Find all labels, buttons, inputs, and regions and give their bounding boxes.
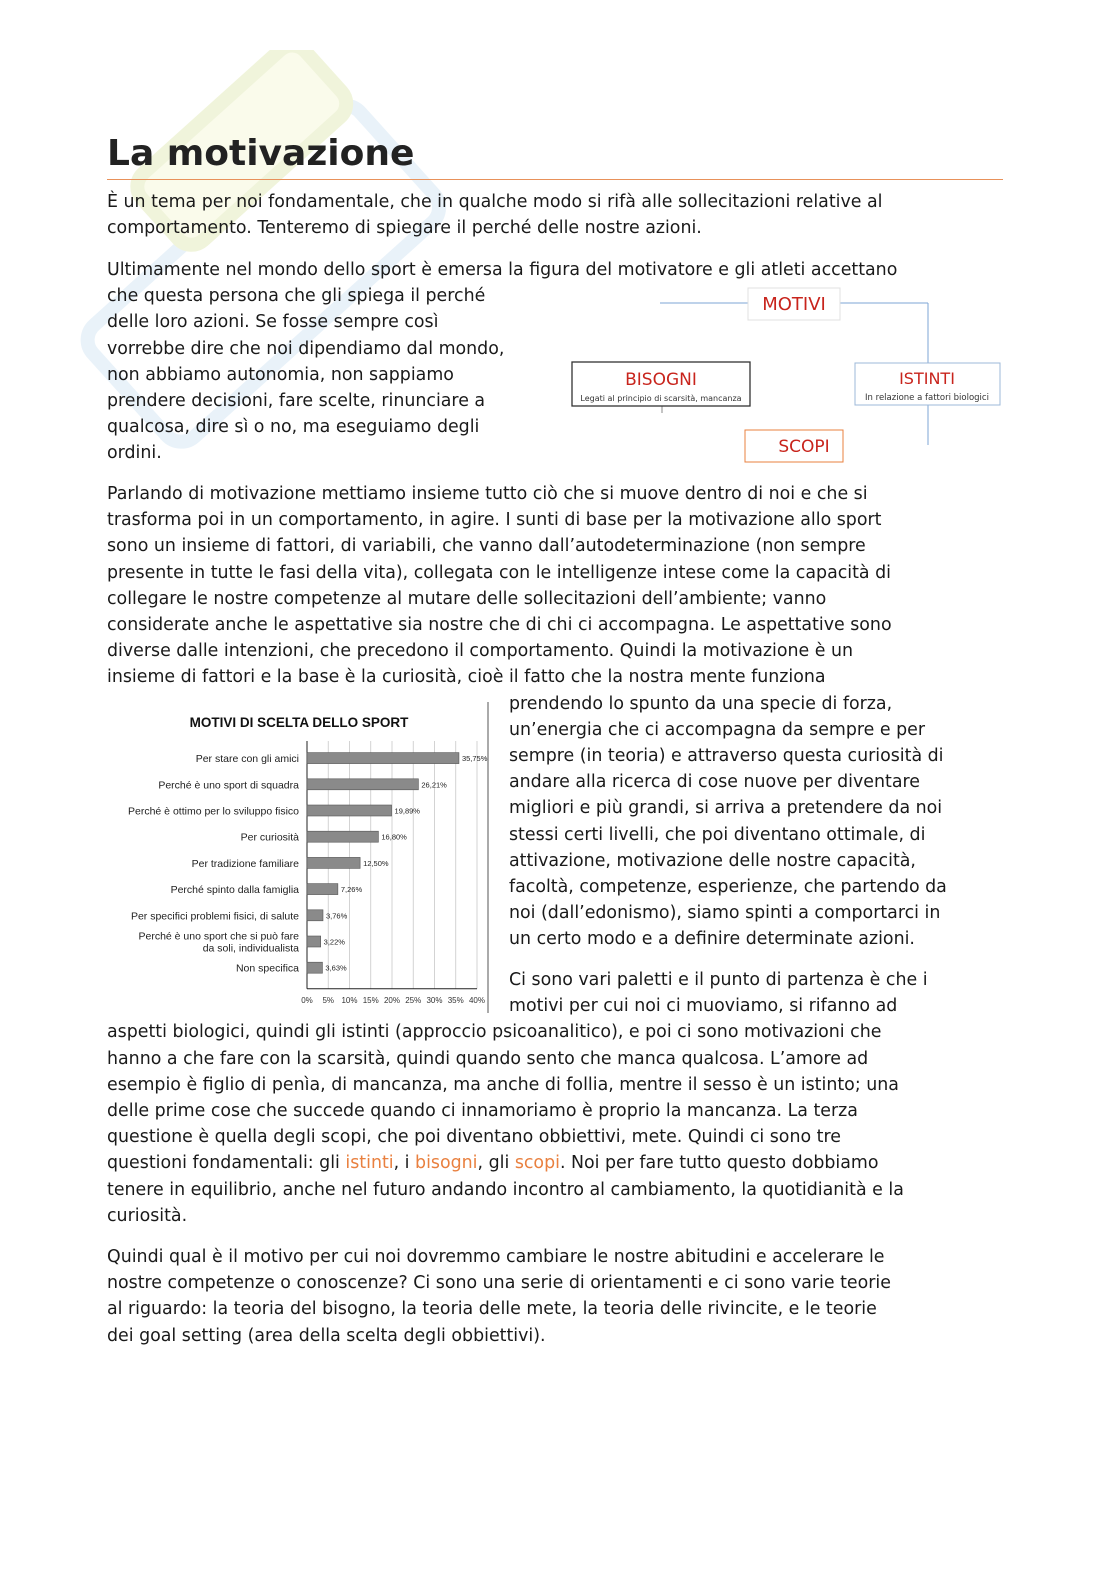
x-tick-label: 0% — [301, 995, 313, 1005]
text-line: andare alla ricerca di cose nuove per diventare — [509, 772, 920, 793]
text-line: vorrebbe dire che noi dipendiamo dal mondo, — [107, 338, 505, 359]
text-line: prendendo lo spunto da una specie di forza, — [509, 693, 893, 714]
istinti-sublabel: In relazione a fattori biologici — [865, 393, 989, 403]
bar — [307, 805, 392, 816]
x-tick-label: 25% — [405, 995, 422, 1005]
text-line: aspetti biologici, quindi gli istinti (approccio psicoanalitico), e poi ci sono motivazioni che — [107, 1022, 882, 1043]
category-label: Perché è uno sport che si può fare — [138, 930, 299, 943]
text-line: che questa persona che gli spiega il perché — [107, 286, 486, 307]
text-line: stessi certi livelli, che poi diventano ottimale, di — [509, 824, 926, 845]
x-tick-label: 35% — [447, 995, 464, 1005]
text-line: esempio è figlio di penìa, di mancanza, ma anche di follia, mentre il sesso è un istinto; una — [107, 1074, 899, 1095]
text-fragment: . Noi per fare tutto questo dobbiamo — [559, 1153, 879, 1174]
bar — [307, 884, 338, 895]
text-line: questione è quella degli scopi, che poi diventano obbiettivi, mete. Quindi ci sono tre — [107, 1127, 841, 1148]
text-line: collegare le nostre competenze al mutare delle sollecitazioni dell’ambiente; vanno — [107, 588, 827, 609]
text-line: diverse dalle intenzioni, che precedono il comportamento. Quindi la motivazione è un — [107, 641, 854, 662]
bar-value-label: 3,22% — [323, 937, 345, 947]
text-line: delle prime cose che succede quando ci innamoriamo è proprio la mancanza. La terza — [107, 1101, 858, 1122]
text-line: qualcosa, dire sì o no, ma eseguiamo degli — [107, 417, 480, 438]
text-fragment: , gli — [477, 1153, 515, 1174]
text-line: migliori e più grandi, si arriva a pretendere da noi — [509, 798, 943, 819]
istinti-label: ISTINTI — [899, 369, 955, 388]
text-line: Ci sono vari paletti e il punto di partenza è che i — [509, 970, 928, 990]
paragraph-teorie — [107, 1244, 1007, 1349]
title-underline — [107, 179, 1003, 180]
category-label: Per specifici problemi fisici, di salute — [130, 910, 299, 923]
text-line: nostre competenze o conoscenze? Ci sono una serie di orientamenti e ci sono varie teorie — [107, 1273, 891, 1294]
text-line: Ultimamente nel mondo dello sport è emersa la figura del motivatore e gli atleti accettano — [107, 260, 898, 280]
keyword-scopi: scopi — [514, 1153, 560, 1174]
keyword-bisogni: bisogni — [415, 1153, 478, 1174]
bar — [307, 857, 360, 868]
category-label: Perché è ottimo per lo sviluppo fisico — [128, 805, 299, 818]
text-line: motivi per cui noi ci muoviamo, si rifanno ad — [509, 996, 898, 1017]
text-fragment: questioni fondamentali: gli — [107, 1153, 346, 1174]
text-line: insieme di fattori e la base è la curiosità, cioè il fatto che la nostra mente funziona — [107, 667, 826, 688]
x-tick-label: 20% — [383, 995, 401, 1005]
category-label: da soli, individualista — [202, 942, 299, 955]
text-line: curiosità. — [107, 1205, 188, 1226]
keyword-istinti: istinti — [345, 1153, 394, 1174]
bar — [307, 936, 321, 947]
text-line: prendere decisioni, fare scelte, rinunciare a — [107, 391, 486, 412]
text-line: Parlando di motivazione mettiamo insieme tutto ciò che si muove dentro di noi e che si — [107, 484, 868, 504]
bisogni-label: BISOGNI — [625, 370, 697, 390]
text-line: sempre (in teoria) e attraverso questa curiosità di — [509, 746, 944, 767]
text-line: un certo modo e a definire determinate azioni. — [509, 929, 915, 950]
x-tick-label: 5% — [322, 995, 335, 1005]
text-line: considerate anche le aspettative sia nostre che di chi ci accompagna. Le aspettative sono — [107, 615, 892, 636]
text-line: dei goal setting (area della scelta degli obbiettivi). — [107, 1325, 546, 1346]
paragraph-paletti — [107, 967, 1007, 1229]
category-label: Per tradizione familiare — [191, 857, 299, 870]
bar-value-label: 26,21% — [421, 780, 447, 790]
text-line: un’energia che ci accompagna da sempre e per — [509, 719, 925, 740]
bar — [307, 753, 459, 764]
category-label: Non specifica — [235, 962, 299, 975]
text-line: noi (dall’edonismo), siamo spinti a comportarci in — [509, 903, 941, 924]
bar-value-label: 3,63% — [325, 963, 347, 973]
text-line: tenere in equilibrio, anche nel futuro andando incontro al cambiamento, la quotidianità e la — [107, 1179, 904, 1200]
bar-value-label: 35,75% — [461, 754, 488, 764]
text-line: sono un insieme di fattori, di variabili, che vanno dall’autodeterminazione (non sempre — [107, 536, 866, 557]
text-line: al riguardo: la teoria del bisogno, la teoria delle mete, la teoria delle rivincite, e le teorie — [107, 1299, 877, 1320]
text-line: ordini. — [107, 443, 162, 464]
text-line: Quindi qual è il motivo per cui noi dovremmo cambiare le nostre abitudini e accelerare le — [107, 1247, 885, 1267]
text-line: delle loro azioni. Se fosse sempre così — [107, 312, 439, 333]
text-line: hanno a che fare con la scarsità, quindi quando sento che manca qualcosa. L’amore ad — [107, 1048, 869, 1069]
page-title: La motivazione — [107, 133, 415, 174]
bar — [307, 831, 378, 842]
category-label: Perché spinto dalla famiglia — [170, 884, 299, 897]
bar — [307, 910, 323, 921]
x-tick-label: 10% — [341, 995, 358, 1005]
x-tick-label: 15% — [362, 995, 379, 1005]
text-line: presente in tutte le fasi della vita), collegata con le intelligenze intese come la capacità di — [107, 562, 891, 583]
text-line: facoltà, competenze, esperienze, che partendo da — [509, 877, 947, 898]
text-line: non abbiamo autonomia, non sappiamo — [107, 364, 454, 385]
chart-title: MOTIVI DI SCELTA DELLO SPORT — [189, 715, 409, 730]
category-label: Per curiosità — [240, 831, 299, 844]
bar-value-label: 7,26% — [340, 885, 363, 895]
text-line: attivazione, motivazione delle nostre capacità, — [509, 850, 916, 871]
bar-value-label: 19,89% — [394, 806, 420, 816]
x-tick-label: 30% — [426, 995, 443, 1005]
bar — [307, 779, 418, 790]
bisogni-sublabel: Legati al principio di scarsità, mancanza — [580, 394, 742, 403]
bar-value-label: 16,80% — [381, 832, 407, 842]
category-label: Perché è uno sport di squadra — [158, 779, 299, 792]
motivi-label: MOTIVI — [762, 294, 826, 315]
bar-value-label: 12,50% — [363, 858, 389, 868]
paragraph-intro: È un tema per noi fondamentale, che in qualche modo si rifà alle sollecitazioni relative al comportamento. Tenteremo di spiegare il perché delle nostre azioni. — [107, 192, 883, 239]
motives-diagram — [565, 285, 1005, 465]
x-tick-label: 40% — [468, 995, 486, 1005]
text-fragment: , i — [393, 1153, 416, 1174]
text-line-highlighted — [107, 1150, 1007, 1176]
text-line: trasforma poi in un comportamento, in agire. I sunti di base per la motivazione allo sport — [107, 510, 882, 531]
bar-value-label: 3,76% — [325, 911, 348, 921]
category-label: Per stare con gli amici — [195, 753, 299, 766]
scopi-label: SCOPI — [778, 437, 830, 457]
